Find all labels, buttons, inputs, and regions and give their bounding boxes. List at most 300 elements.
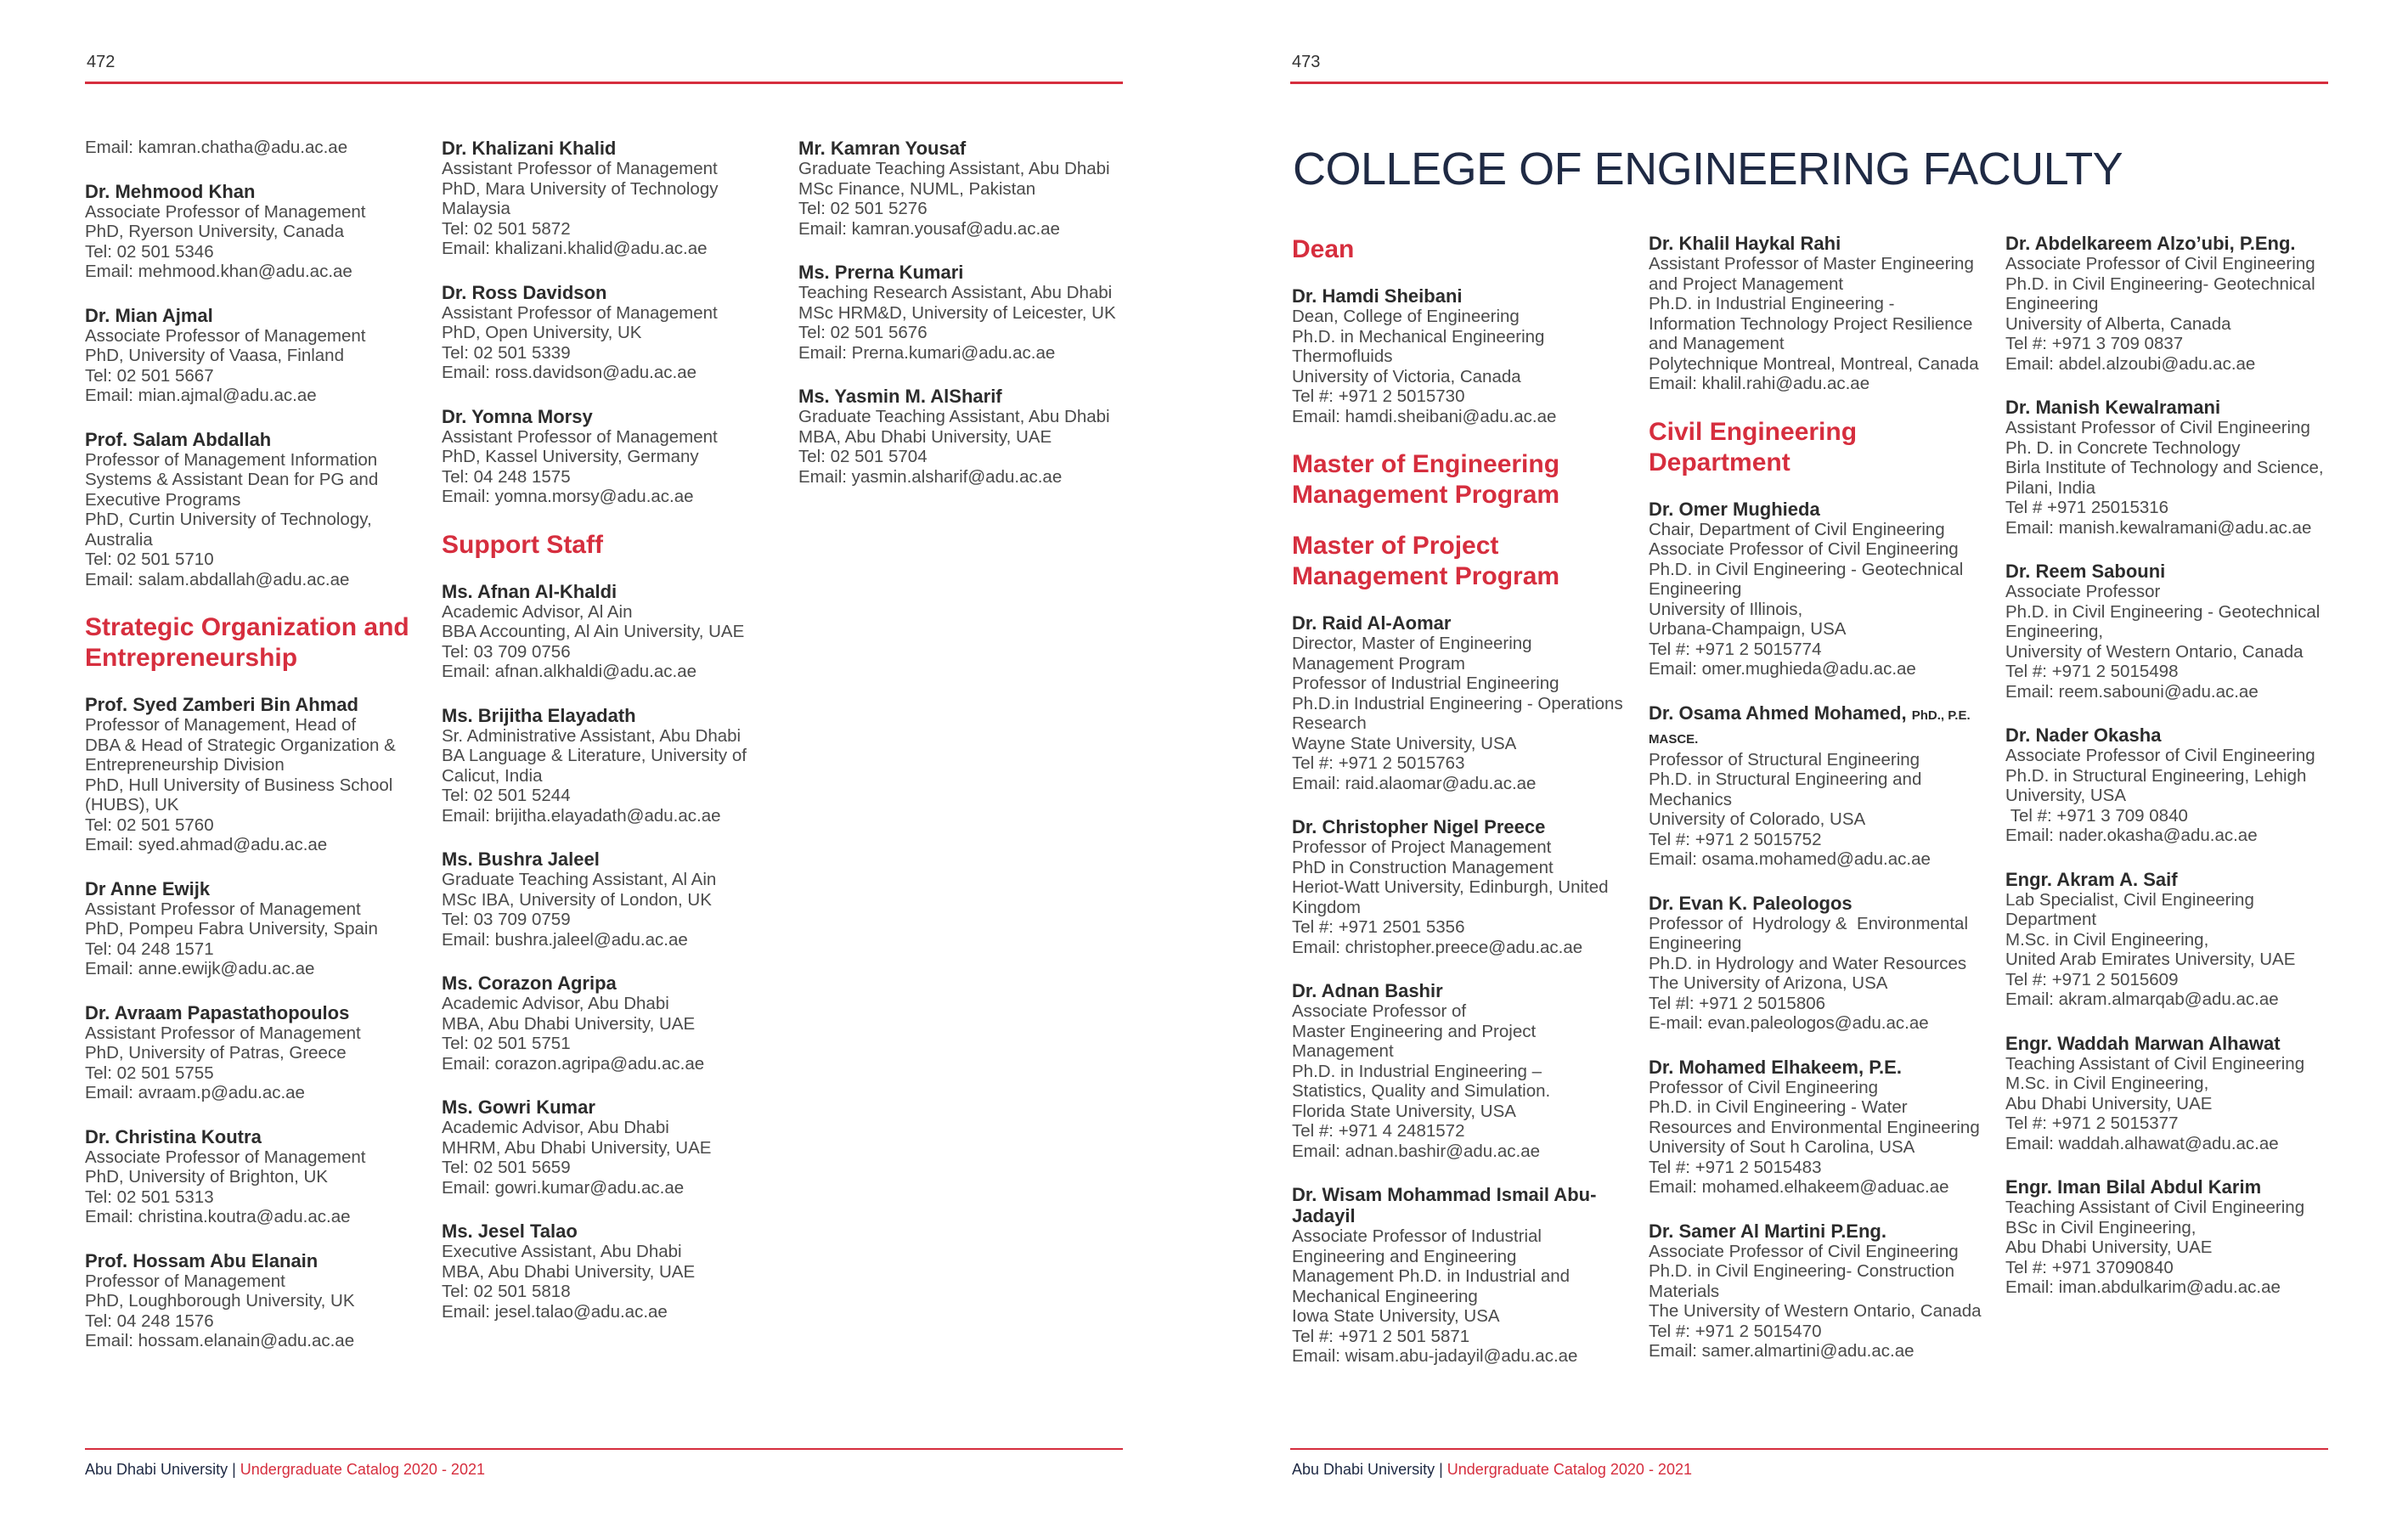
section-heading bbox=[1649, 417, 1997, 478]
faculty-detail-line: Tel: 04 248 1576 bbox=[85, 1311, 214, 1331]
faculty-email: Email: samer.almartini@adu.ac.ae bbox=[1649, 1341, 1915, 1361]
faculty-entry bbox=[442, 972, 790, 1074]
faculty-name bbox=[85, 1250, 433, 1271]
faculty-name bbox=[2005, 233, 2354, 254]
faculty-detail-line: Tel: 02 501 5339 bbox=[442, 342, 571, 363]
faculty-name-text: Dr. Samer Al Martini P.Eng. bbox=[1649, 1220, 1886, 1242]
faculty-email: Email: mohamed.elhakeem@aduac.ae bbox=[1649, 1177, 1949, 1197]
faculty-name-text: Dr. Evan K. Paleologos bbox=[1649, 892, 1853, 914]
faculty-name bbox=[1649, 702, 1997, 750]
section-heading-line: Management Program bbox=[1292, 481, 1560, 509]
faculty-detail-line: Engineering bbox=[1649, 933, 1742, 953]
faculty-detail-line: Engineering bbox=[2005, 294, 2099, 313]
faculty-detail-line: Associate Professor of Civil Engineering bbox=[1649, 1241, 1959, 1261]
faculty-detail-line: Ph.D.in Industrial Engineering - Operations bbox=[1292, 693, 1623, 713]
faculty-detail-line: Tel #: +971 2501 5356 bbox=[1292, 917, 1465, 937]
faculty-detail-line: Tel: 02 501 5276 bbox=[798, 199, 928, 218]
faculty-detail-line: Academic Advisor, Al Ain bbox=[442, 601, 633, 622]
faculty-entry bbox=[85, 1250, 433, 1351]
faculty-detail-line: Associate Professor of Management bbox=[85, 1147, 366, 1167]
faculty-detail-line: Professor of Management bbox=[85, 1271, 285, 1291]
faculty-detail-line: Tel #: +971 2 5015730 bbox=[1292, 386, 1465, 406]
faculty-name bbox=[442, 138, 790, 159]
faculty-detail-line: MSc IBA, University of London, UK bbox=[442, 889, 712, 910]
faculty-name-text: Engr. Akram A. Saif bbox=[2005, 868, 2178, 890]
faculty-detail-line: Professor of Hydrology & Environmental bbox=[1649, 913, 1968, 933]
faculty-detail-line: Professor of Management Information bbox=[85, 449, 378, 470]
faculty-detail-line: Tel #: +971 2 5015498 bbox=[2005, 662, 2179, 681]
faculty-detail-line: Tel: 04 248 1571 bbox=[85, 939, 214, 959]
faculty-detail-line: Assistant Professor of Management bbox=[85, 1023, 361, 1043]
faculty-name-text: Dr. Khalil Haykal Rahi bbox=[1649, 233, 1841, 254]
faculty-name-text: Prof. Salam Abdallah bbox=[85, 428, 272, 450]
footer bbox=[1292, 1461, 1692, 1479]
faculty-detail-line: Associate Professor of Civil Engineering bbox=[1649, 539, 1959, 559]
faculty-email: Email: hossam.elanain@adu.ac.ae bbox=[85, 1331, 355, 1350]
faculty-name bbox=[442, 406, 790, 427]
faculty-detail-line: PhD, University of Patras, Greece bbox=[85, 1043, 347, 1063]
section-heading bbox=[1292, 531, 1640, 592]
faculty-detail-line: PhD in Construction Management bbox=[1292, 857, 1554, 877]
faculty-email: Email: christopher.preece@adu.ac.ae bbox=[1292, 937, 1583, 957]
faculty-email: Email: gowri.kumar@adu.ac.ae bbox=[442, 1177, 685, 1198]
faculty-detail-line: Associate Professor bbox=[2005, 582, 2161, 601]
faculty-detail-line: Tel: 02 501 5751 bbox=[442, 1034, 571, 1053]
faculty-name bbox=[1292, 612, 1640, 634]
faculty-detail-line: Engineering bbox=[1649, 579, 1742, 599]
faculty-detail-line: Tel #: +971 3 709 0837 bbox=[2005, 334, 2184, 353]
faculty-email: Email: manish.kewalramani@adu.ac.ae bbox=[2005, 517, 2312, 538]
faculty-name-text: Dr. Nader Okasha bbox=[2005, 724, 2162, 746]
faculty-email: Email: mian.ajmal@adu.ac.ae bbox=[85, 386, 317, 405]
faculty-email: Email: khalizani.khalid@adu.ac.ae bbox=[442, 239, 708, 258]
faculty-detail-line: Australia bbox=[85, 529, 153, 550]
faculty-name-text: Dr. Mehmood Khan bbox=[85, 180, 256, 202]
faculty-name bbox=[442, 1220, 790, 1242]
faculty-entry bbox=[2005, 1033, 2354, 1154]
footer-separator: | bbox=[228, 1461, 240, 1478]
faculty-detail-line: Calicut, India bbox=[442, 765, 543, 786]
faculty-name-text: Dr. Wisam Mohammad Ismail Abu-Jadayil bbox=[1292, 1184, 1597, 1226]
section-heading-line: Master of Engineering bbox=[1292, 450, 1560, 478]
faculty-entry bbox=[442, 406, 790, 507]
faculty-detail-line: Teaching Assistant of Civil Engineering bbox=[2005, 1198, 2305, 1217]
page-number: 473 bbox=[1292, 53, 1321, 71]
left-column-1 bbox=[85, 138, 433, 1374]
faculty-name bbox=[2005, 724, 2354, 746]
faculty-entry bbox=[1649, 233, 1997, 394]
faculty-detail-line: Associate Professor of Civil Engineering bbox=[2005, 746, 2315, 765]
faculty-name-text: Dr. Christina Koutra bbox=[85, 1125, 262, 1147]
faculty-detail-line: Assistant Professor of Management bbox=[85, 899, 361, 919]
footer-university: Abu Dhabi University bbox=[1292, 1461, 1435, 1478]
faculty-entry bbox=[1649, 1220, 1997, 1361]
faculty-name-text: Mr. Kamran Yousaf bbox=[798, 138, 967, 159]
faculty-entry bbox=[2005, 1176, 2354, 1298]
faculty-detail-line: Ph.D. in Civil Engineering - Water bbox=[1649, 1097, 1908, 1117]
faculty-entry bbox=[85, 878, 433, 979]
faculty-name-text: Ms. Prerna Kumari bbox=[798, 262, 964, 283]
faculty-name bbox=[442, 972, 790, 994]
faculty-detail-line: Polytechnique Montreal, Montreal, Canada bbox=[1649, 353, 1979, 374]
faculty-detail-line: Tel: 02 501 5760 bbox=[85, 815, 214, 835]
left-column-2 bbox=[442, 138, 790, 1345]
faculty-detail-line: Kingdom bbox=[1292, 897, 1361, 917]
faculty-name bbox=[798, 138, 1147, 159]
faculty-detail-line: and Project Management bbox=[1649, 273, 1844, 294]
faculty-detail-line: Tel # +971 25015316 bbox=[2005, 498, 2169, 517]
faculty-name bbox=[1292, 285, 1640, 307]
faculty-detail-line: Assistant Professor of Management bbox=[442, 302, 718, 323]
faculty-detail-line: Tel: 02 501 5667 bbox=[85, 365, 214, 386]
faculty-email: Email: adnan.bashir@adu.ac.ae bbox=[1292, 1141, 1541, 1161]
faculty-name-text: Engr. Waddah Marwan Alhawat bbox=[2005, 1032, 2281, 1054]
faculty-detail-line: Academic Advisor, Abu Dhabi bbox=[442, 994, 669, 1013]
faculty-detail-line: MBA, Abu Dhabi University, UAE bbox=[442, 1013, 696, 1034]
faculty-detail-line: Ph.D. in Industrial Engineering - bbox=[1649, 294, 1895, 313]
faculty-entry bbox=[798, 138, 1147, 239]
faculty-detail-line: University, USA bbox=[2005, 786, 2127, 805]
faculty-name-text: Dr. Osama Ahmed Mohamed, bbox=[1649, 702, 1907, 724]
faculty-email: Email: bushra.jaleel@adu.ac.ae bbox=[442, 929, 688, 950]
faculty-detail-line: Tel: 02 501 5755 bbox=[85, 1063, 214, 1083]
faculty-email: Email: mehmood.khan@adu.ac.ae bbox=[85, 262, 352, 281]
faculty-detail-line: Management bbox=[1292, 1041, 1394, 1061]
faculty-name-text: Dr. Yomna Morsy bbox=[442, 405, 593, 427]
faculty-email: Email: kamran.yousaf@adu.ac.ae bbox=[798, 218, 1060, 239]
faculty-entry bbox=[1649, 1057, 1997, 1198]
faculty-detail-line: Entrepreneurship Division bbox=[85, 755, 285, 775]
faculty-entry bbox=[442, 138, 790, 259]
faculty-email: Email: raid.alaomar@adu.ac.ae bbox=[1292, 773, 1537, 793]
faculty-entry bbox=[2005, 869, 2354, 1010]
faculty-detail-line: Lab Specialist, Civil Engineering bbox=[2005, 889, 2254, 910]
faculty-entry bbox=[85, 138, 433, 158]
faculty-detail-line: Tel: 04 248 1575 bbox=[442, 466, 571, 487]
faculty-entry bbox=[442, 1220, 790, 1322]
faculty-entry bbox=[85, 181, 433, 282]
faculty-detail-line: Mechanical Engineering bbox=[1292, 1286, 1478, 1306]
faculty-detail-line: Tel: 03 709 0756 bbox=[442, 641, 571, 662]
footer-university: Abu Dhabi University bbox=[85, 1461, 228, 1478]
faculty-detail-line: Tel #: +971 37090840 bbox=[2005, 1257, 2174, 1277]
faculty-detail-line: Urbana-Champaign, USA bbox=[1649, 619, 1847, 639]
faculty-detail-line: M.Sc. in Civil Engineering, bbox=[2005, 1074, 2209, 1093]
faculty-name bbox=[2005, 397, 2354, 418]
faculty-name bbox=[442, 581, 790, 602]
faculty-name bbox=[1292, 980, 1640, 1001]
faculty-detail-line: Tel #: +971 4 2481572 bbox=[1292, 1121, 1465, 1141]
faculty-entry bbox=[85, 1126, 433, 1227]
faculty-detail-line: University of Colorado, USA bbox=[1649, 809, 1866, 829]
faculty-detail-line: Professor of Civil Engineering bbox=[1649, 1077, 1879, 1097]
faculty-name-text: Ms. Corazon Agripa bbox=[442, 972, 617, 994]
faculty-name-text: Dr. Reem Sabouni bbox=[2005, 561, 2166, 582]
footer-separator: | bbox=[1435, 1461, 1447, 1478]
faculty-email: Email: jesel.talao@adu.ac.ae bbox=[442, 1301, 668, 1322]
faculty-email: Email: osama.mohamed@adu.ac.ae bbox=[1649, 849, 1931, 869]
faculty-name bbox=[442, 282, 790, 303]
faculty-entry bbox=[1649, 499, 1997, 679]
faculty-detail-line: Tel #: +971 2 5015609 bbox=[2005, 969, 2179, 989]
faculty-detail-line: Management Program bbox=[1292, 653, 1465, 674]
faculty-email: Email: akram.almarqab@adu.ac.ae bbox=[2005, 989, 2279, 1009]
faculty-detail-line: Tel #: +971 2 5015483 bbox=[1649, 1157, 1822, 1177]
faculty-name-text: Dr. Manish Kewalramani bbox=[2005, 397, 2221, 418]
faculty-name-text: Dr Anne Ewijk bbox=[85, 877, 211, 899]
faculty-detail-line: Ph.D. in Civil Engineering- Geotechnical bbox=[2005, 273, 2315, 294]
faculty-email: Email: nader.okasha@adu.ac.ae bbox=[2005, 826, 2258, 845]
faculty-detail-line: Tel #: +971 2 5015752 bbox=[1649, 829, 1822, 849]
faculty-detail-line: Engineering, bbox=[2005, 622, 2104, 641]
faculty-entry bbox=[2005, 397, 2354, 538]
faculty-detail-line: Florida State University, USA bbox=[1292, 1101, 1516, 1121]
faculty-email: Email: kamran.chatha@adu.ac.ae bbox=[85, 138, 348, 157]
faculty-detail-line: Ph.D. in Structural Engineering and bbox=[1649, 770, 1922, 789]
faculty-name bbox=[442, 705, 790, 726]
faculty-detail-line: Tel #: +971 2 5015774 bbox=[1649, 639, 1822, 659]
faculty-email: Email: wisam.abu-jadayil@adu.ac.ae bbox=[1292, 1346, 1578, 1366]
faculty-email: Email: ross.davidson@adu.ac.ae bbox=[442, 363, 696, 382]
faculty-name bbox=[85, 305, 433, 326]
faculty-detail-line: MHRM, Abu Dhabi University, UAE bbox=[442, 1137, 712, 1158]
faculty-detail-line: Academic Advisor, Abu Dhabi bbox=[442, 1118, 669, 1137]
faculty-entry bbox=[798, 386, 1147, 487]
faculty-detail-line: PhD, Curtin University of Technology, bbox=[85, 510, 372, 529]
faculty-detail-line: Tel #: +971 2 5015377 bbox=[2005, 1113, 2179, 1133]
faculty-email: Email: hamdi.sheibani@adu.ac.ae bbox=[1292, 406, 1557, 426]
faculty-name bbox=[1649, 233, 1997, 254]
page-number: 472 bbox=[87, 53, 116, 71]
faculty-email: Email: Prerna.kumari@adu.ac.ae bbox=[798, 342, 1056, 363]
faculty-name-text: Dr. Avraam Papastathopoulos bbox=[85, 1001, 350, 1023]
section-heading-line: Strategic Organization and bbox=[85, 613, 409, 641]
faculty-name bbox=[2005, 1033, 2354, 1054]
faculty-detail-line: (HUBS), UK bbox=[85, 795, 179, 815]
header-rule bbox=[85, 82, 1123, 84]
faculty-name bbox=[1292, 816, 1640, 837]
faculty-detail-line: University of Western Ontario, Canada bbox=[2005, 641, 2304, 662]
faculty-detail-line: Tel: 02 501 5313 bbox=[85, 1187, 214, 1207]
faculty-detail-line: Ph.D. in Civil Engineering - Geotechnical bbox=[1649, 559, 1964, 579]
faculty-detail-line: Information Technology Project Resilience bbox=[1649, 313, 1973, 334]
faculty-name bbox=[85, 878, 433, 899]
faculty-detail-line: BSc in Civil Engineering, bbox=[2005, 1217, 2197, 1237]
faculty-detail-line: Assistant Professor of Management bbox=[442, 426, 718, 447]
page-title: COLLEGE OF ENGINEERING FACULTY bbox=[1293, 144, 2123, 194]
right-column-3 bbox=[2005, 233, 2354, 1321]
faculty-email: Email: khalil.rahi@adu.ac.ae bbox=[1649, 374, 1870, 393]
faculty-detail-line: University of Alberta, Canada bbox=[2005, 313, 2231, 334]
faculty-entry bbox=[1292, 612, 1640, 793]
faculty-name bbox=[798, 262, 1147, 283]
faculty-detail-line: PhD, Mara University of Technology bbox=[442, 178, 719, 199]
faculty-detail-line: Master Engineering and Project bbox=[1292, 1021, 1537, 1041]
faculty-name-text: Ms. Afnan Al-Khaldi bbox=[442, 580, 618, 602]
faculty-name-suffix: PhD., P.E. MASCE. bbox=[1649, 707, 1971, 747]
faculty-email: Email: yasmin.alsharif@adu.ac.ae bbox=[798, 466, 1063, 487]
faculty-email: Email: avraam.p@adu.ac.ae bbox=[85, 1083, 305, 1102]
faculty-detail-line: Associate Professor of bbox=[1292, 1001, 1467, 1021]
faculty-detail-line: Executive Programs bbox=[85, 489, 241, 510]
faculty-name-text: Dr. Christopher Nigel Preece bbox=[1292, 816, 1546, 837]
faculty-email: Email: salam.abdallah@adu.ac.ae bbox=[85, 569, 350, 589]
faculty-email: Email: abdel.alzoubi@adu.ac.ae bbox=[2005, 353, 2256, 374]
faculty-detail-line: Tel: 02 501 5710 bbox=[85, 550, 214, 569]
section-heading bbox=[1292, 449, 1640, 510]
faculty-detail-line: Chair, Department of Civil Engineering bbox=[1649, 519, 1945, 539]
faculty-detail-line: Associate Professor of Civil Engineering bbox=[2005, 254, 2315, 273]
faculty-name-text: Engr. Iman Bilal Abdul Karim bbox=[2005, 1176, 2262, 1198]
faculty-name bbox=[2005, 1176, 2354, 1198]
faculty-name bbox=[2005, 869, 2354, 890]
faculty-detail-line: DBA & Head of Strategic Organization & bbox=[85, 735, 396, 755]
faculty-detail-line: Ph.D. in Structural Engineering, Lehigh bbox=[2005, 765, 2307, 786]
faculty-detail-line: Tel #l: +971 2 5015806 bbox=[1649, 993, 1826, 1013]
footer-catalog: Undergraduate Catalog 2020 - 2021 bbox=[1446, 1461, 1692, 1478]
faculty-detail-line: Tel: 03 709 0759 bbox=[442, 910, 571, 929]
section-heading bbox=[85, 612, 433, 674]
faculty-detail-line: Ph.D. in Mechanical Engineering bbox=[1292, 326, 1545, 347]
faculty-detail-line: Sr. Administrative Assistant, Abu Dhabi bbox=[442, 725, 742, 746]
faculty-detail-line: Assistant Professor of Master Engineering bbox=[1649, 254, 1974, 273]
faculty-entry bbox=[1292, 1184, 1640, 1367]
section-heading-line: Master of Project bbox=[1292, 532, 1499, 560]
faculty-detail-line: Statistics, Quality and Simulation. bbox=[1292, 1081, 1551, 1101]
faculty-detail-line: Tel #: +971 2 5015470 bbox=[1649, 1321, 1822, 1341]
faculty-detail-line: Abu Dhabi University, UAE bbox=[2005, 1237, 2213, 1257]
section-heading-line: Entrepreneurship bbox=[85, 644, 298, 672]
section-heading-line: Management Program bbox=[1292, 562, 1560, 590]
faculty-detail-line: Graduate Teaching Assistant, Al Ain bbox=[442, 870, 717, 889]
faculty-detail-line: Graduate Teaching Assistant, Abu Dhabi bbox=[798, 159, 1110, 178]
faculty-name-text: Prof. Hossam Abu Elanain bbox=[85, 1249, 319, 1271]
faculty-name-text: Dr. Adnan Bashir bbox=[1292, 980, 1443, 1001]
faculty-email: Email: afnan.alkhaldi@adu.ac.ae bbox=[442, 662, 697, 681]
footer-rule bbox=[1290, 1448, 2328, 1450]
faculty-email: Email: anne.ewijk@adu.ac.ae bbox=[85, 959, 315, 978]
faculty-detail-line: Tel: 02 501 5676 bbox=[798, 323, 928, 342]
faculty-detail-line: Professor of Project Management bbox=[1292, 837, 1552, 857]
faculty-detail-line: Ph.D. in Industrial Engineering – bbox=[1292, 1061, 1542, 1081]
faculty-detail-line: Department bbox=[2005, 910, 2097, 929]
faculty-name bbox=[442, 848, 790, 870]
faculty-email: Email: yomna.morsy@adu.ac.ae bbox=[442, 487, 694, 506]
faculty-name bbox=[1649, 1057, 1997, 1078]
faculty-entry bbox=[1292, 285, 1640, 426]
faculty-entry bbox=[1649, 893, 1997, 1034]
faculty-detail-line: Tel: 02 501 5659 bbox=[442, 1158, 571, 1177]
faculty-entry bbox=[1649, 702, 1997, 870]
right-column-2 bbox=[1649, 233, 1997, 1384]
faculty-detail-line: PhD, Hull University of Business School bbox=[85, 775, 393, 795]
faculty-entry bbox=[1292, 980, 1640, 1161]
faculty-email: Email: syed.ahmad@adu.ac.ae bbox=[85, 835, 328, 854]
faculty-name bbox=[2005, 561, 2354, 582]
faculty-detail-line: PhD, Open University, UK bbox=[442, 323, 642, 342]
faculty-detail-line: PhD, Loughborough University, UK bbox=[85, 1291, 355, 1311]
faculty-detail-line: Birla Institute of Technology and Science, bbox=[2005, 458, 2324, 477]
faculty-detail-line: University of Victoria, Canada bbox=[1292, 366, 1521, 386]
faculty-detail-line: Tel: 02 501 5346 bbox=[85, 241, 214, 262]
faculty-detail-line: Ph. D. in Concrete Technology bbox=[2005, 437, 2241, 458]
faculty-detail-line: Ph.D. in Civil Engineering- Construction bbox=[1649, 1261, 1955, 1281]
faculty-detail-line: PhD, University of Brighton, UK bbox=[85, 1167, 328, 1187]
faculty-name-text: Ms. Bushra Jaleel bbox=[442, 848, 600, 870]
section-heading bbox=[442, 530, 790, 561]
faculty-detail-line: United Arab Emirates University, UAE bbox=[2005, 950, 2296, 969]
faculty-email: Email: christina.koutra@adu.ac.ae bbox=[85, 1207, 351, 1226]
faculty-detail-line: Engineering and Engineering bbox=[1292, 1246, 1517, 1266]
faculty-entry bbox=[798, 262, 1147, 363]
faculty-detail-line: Associate Professor of Management bbox=[85, 325, 366, 346]
faculty-email: E-mail: evan.paleologos@adu.ac.ae bbox=[1649, 1013, 1929, 1033]
faculty-detail-line: Tel: 02 501 5818 bbox=[442, 1282, 571, 1301]
footer bbox=[85, 1461, 485, 1479]
section-heading-line: Civil Engineering bbox=[1649, 417, 1858, 446]
faculty-detail-line: Associate Professor of Industrial bbox=[1292, 1226, 1542, 1246]
faculty-entry bbox=[2005, 561, 2354, 702]
faculty-detail-line: University of Illinois, bbox=[1649, 599, 1803, 619]
faculty-detail-line: Pilani, India bbox=[2005, 477, 2095, 498]
faculty-name-text: Dr. Khalizani Khalid bbox=[442, 138, 617, 159]
faculty-detail-line: Materials bbox=[1649, 1281, 1720, 1301]
faculty-detail-line: Professor of Industrial Engineering bbox=[1292, 674, 1559, 693]
faculty-detail-line: Director, Master of Engineering bbox=[1292, 634, 1532, 653]
section-heading bbox=[1292, 234, 1640, 265]
faculty-detail-line: Tel: 02 501 5244 bbox=[442, 786, 571, 805]
section-heading-line: Department bbox=[1649, 448, 1790, 476]
faculty-name bbox=[85, 429, 433, 450]
faculty-entry bbox=[85, 305, 433, 406]
faculty-entry bbox=[1292, 816, 1640, 957]
section-heading-line: Support Staff bbox=[442, 530, 603, 559]
faculty-email: Email: reem.sabouni@adu.ac.ae bbox=[2005, 681, 2259, 702]
faculty-email: Email: waddah.alhawat@adu.ac.ae bbox=[2005, 1133, 2279, 1153]
faculty-detail-line: Professor of Management, Head of bbox=[85, 715, 357, 735]
faculty-name bbox=[1292, 1184, 1640, 1226]
faculty-name bbox=[85, 1002, 433, 1023]
faculty-entry bbox=[442, 1096, 790, 1198]
faculty-detail-line: Malaysia bbox=[442, 199, 510, 218]
faculty-name-text: Ms. Jesel Talao bbox=[442, 1220, 578, 1242]
faculty-entry bbox=[85, 1002, 433, 1103]
faculty-detail-line: The University of Arizona, USA bbox=[1649, 973, 1888, 993]
faculty-detail-line: Assistant Professor of Civil Engineering bbox=[2005, 418, 2310, 437]
faculty-detail-line: Management Ph.D. in Industrial and bbox=[1292, 1266, 1571, 1286]
faculty-detail-line: Dean, College of Engineering bbox=[1292, 307, 1520, 326]
faculty-detail-line: PhD, Kassel University, Germany bbox=[442, 447, 699, 466]
faculty-name-text: Dr. Omer Mughieda bbox=[1649, 498, 1820, 520]
faculty-name bbox=[1649, 893, 1997, 914]
right-column-1 bbox=[1292, 234, 1640, 1390]
faculty-detail-line: Thermofluids bbox=[1292, 347, 1393, 366]
faculty-detail-line: Research bbox=[1292, 713, 1367, 733]
faculty-entry bbox=[442, 581, 790, 682]
faculty-entry bbox=[2005, 724, 2354, 846]
faculty-detail-line: Systems & Assistant Dean for PG and bbox=[85, 470, 379, 489]
faculty-name bbox=[85, 181, 433, 202]
faculty-name bbox=[1649, 1220, 1997, 1242]
right-page bbox=[1204, 0, 2408, 1539]
faculty-detail-line: Professor of Structural Engineering bbox=[1649, 749, 1920, 770]
faculty-name-text: Dr. Mian Ajmal bbox=[85, 304, 213, 326]
faculty-name bbox=[1649, 499, 1997, 520]
faculty-detail-line: Ph.D. in Hydrology and Water Resources bbox=[1649, 953, 1967, 973]
faculty-detail-line: PhD, Ryerson University, Canada bbox=[85, 222, 344, 241]
faculty-name-text: Ms. Yasmin M. AlSharif bbox=[798, 386, 1002, 407]
faculty-detail-line: Wayne State University, USA bbox=[1292, 733, 1517, 753]
